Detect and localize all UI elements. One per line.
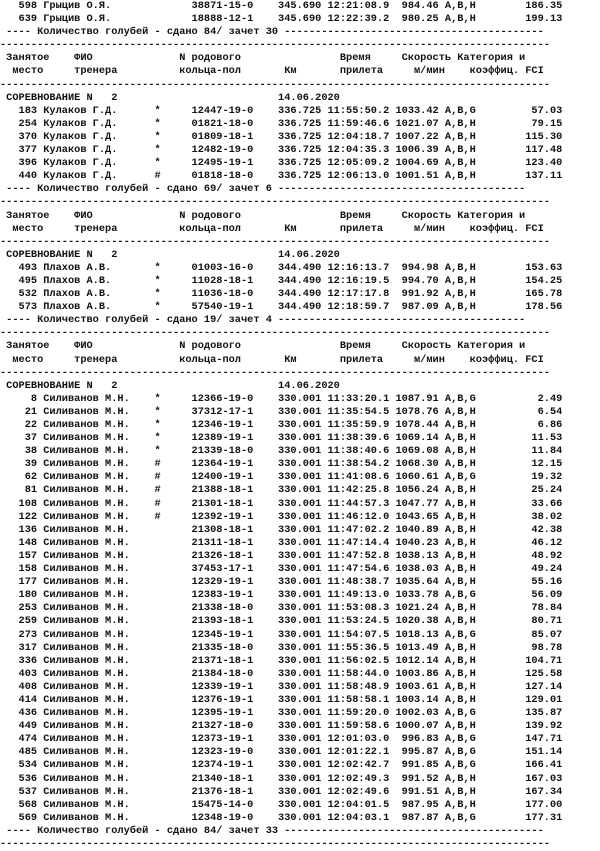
result-row: 253 Силиванов М.Н. 21338-18-0 330.001 11:53:08.3 1021.24 А,В,Н 78.84	[0, 602, 563, 615]
result-row: 377 Кулаков Г.Д. * 12482-19-0 336.725 12:04:35.3 1006.39 А,В,Н 117.48	[0, 144, 563, 157]
result-row: 158 Силиванов М.Н. 37453-17-1 330.001 11:47:54.6 1038.03 А,В,Н 49.24	[0, 563, 563, 576]
separator: -----------------------------------------------------------------------------------------	[0, 838, 550, 850]
result-row: 414 Силиванов М.Н. 12376-19-1 330.001 11:58:58.1 1003.14 А,В,Н 129.01	[0, 693, 563, 706]
separator: -----------------------------------------------------------------------------------------	[0, 366, 550, 379]
result-row: 639 Грыцив О.Я. 18888-12-1 345.690 12:22:39.2 980.25 А,В,Н 199.13	[0, 13, 563, 26]
result-row: 38 Силиванов М.Н. * 21339-18-0 330.001 11:38:40.6 1069.08 А,В,Н 11.84	[0, 445, 563, 458]
result-row: 598 Грыцив О.Я. 38871-15-0 345.690 12:21:08.9 984.46 А,В,Н 186.35	[0, 0, 563, 12]
section-summary: ---- Количество голубей - сдано 84/ зачет 30 ------------------------------------------	[0, 26, 544, 39]
section-summary: ---- Количество голубей - сдано 84/ зачет 33 ------------------------------------------	[0, 824, 544, 837]
result-row: 81 Силиванов М.Н. # 21388-18-1 330.001 11:42:25.8 1056.24 А,В,Н 25.24	[0, 484, 563, 497]
result-row: 537 Силиванов М.Н. 21376-18-1 330.001 12:02:49.6 991.51 А,В,Н 167.34	[0, 785, 563, 798]
result-row: 408 Силиванов М.Н. 12339-19-1 330.001 11:58:48.9 1003.61 А,В,Н 127.14	[0, 680, 563, 693]
separator: -----------------------------------------------------------------------------------------	[0, 235, 550, 248]
column-header: Занятое ФИО N родового Время Скорость Категория и	[0, 52, 526, 65]
column-header: Занятое ФИО N родового Время Скорость Категория и	[0, 209, 526, 222]
separator: -----------------------------------------------------------------------------------------	[0, 196, 550, 209]
result-row: 474 Силиванов М.Н. 12373-19-1 330.001 12:01:03.0 996.83 А,В,G 147.71	[0, 733, 563, 746]
result-row: 534 Силиванов М.Н. 12374-19-1 330.001 12:02:42.7 991.85 А,В,G 166.41	[0, 759, 563, 772]
result-row: 180 Силиванов М.Н. 12383-19-1 330.001 11:49:13.0 1033.78 А,В,G 56.09	[0, 589, 563, 602]
result-row: 21 Силиванов М.Н. * 37312-17-1 330.001 11:35:54.5 1078.76 А,В,Н 6.54	[0, 405, 563, 418]
result-row: 177 Силиванов М.Н. 12329-19-1 330.001 11:48:38.7 1035.64 А,В,Н 55.16	[0, 576, 563, 589]
result-row: 122 Силиванов М.Н. # 12392-19-1 330.001 11:46:12.0 1043.65 А,В,Н 38.02	[0, 510, 563, 523]
competition-heading: СОРЕВНОВАНИЕ N 2 14.06.2020	[0, 91, 340, 104]
result-row: 485 Силиванов М.Н. 12323-19-0 330.001 12:01:22.1 995.87 А,В,G 151.14	[0, 746, 563, 759]
result-row: 449 Силиванов М.Н. 21327-18-0 330.001 11:59:58.6 1000.07 А,В,Н 139.92	[0, 720, 563, 733]
result-row: 8 Силиванов М.Н. * 12366-19-0 330.001 11:33:20.1 1087.91 А,В,G 2.49	[0, 392, 563, 405]
result-row: 396 Кулаков Г.Д. * 12495-19-1 336.725 12:05:09.2 1004.69 А,В,Н 123.40	[0, 157, 563, 170]
result-row: 436 Силиванов М.Н. 12395-19-1 330.001 11:59:20.0 1002.03 А,В,G 135.87	[0, 707, 563, 720]
column-header: место тренера кольца-пол Км прилета м/мин коэффиц. FCI	[0, 65, 544, 78]
result-row: 108 Силиванов М.Н. # 21301-18-1 330.001 11:44:57.3 1047.77 А,В,Н 33.66	[0, 497, 563, 510]
result-row: 495 Плахов А.В. * 11028-18-1 344.490 12:16:19.5 994.70 А,В,Н 154.25	[0, 274, 563, 287]
result-row: 440 Кулаков Г.Д. # 01818-18-0 336.725 12:06:13.0 1001.51 А,В,Н 137.11	[0, 170, 563, 183]
section-summary: ---- Количество голубей - сдано 19/ зачет 4 ----------------------------------------	[0, 314, 526, 327]
result-row: 493 Плахов А.В. * 01003-16-0 344.490 12:16:13.7 994.98 А,В,Н 153.63	[0, 261, 563, 274]
column-header: место тренера кольца-пол Км прилета м/мин коэффиц. FCI	[0, 353, 544, 366]
separator: -----------------------------------------------------------------------------------------	[0, 39, 550, 52]
result-row: 259 Силиванов М.Н. 21393-18-1 330.001 11:53:24.5 1020.38 А,В,Н 80.71	[0, 615, 563, 628]
section-summary: ---- Количество голубей - сдано 69/ зачет 6 ----------------------------------------	[0, 183, 526, 196]
result-row: 183 Кулаков Г.Д. * 12447-19-0 336.725 11:55:50.2 1033.42 А,В,G 57.03	[0, 104, 563, 117]
result-row: 273 Силиванов М.Н. 12345-19-1 330.001 11:54:07.5 1018.13 А,В,G 85.07	[0, 628, 563, 641]
competition-heading: СОРЕВНОВАНИЕ N 2 14.06.2020	[0, 248, 340, 261]
result-row: 536 Силиванов М.Н. 21340-18-1 330.001 12:02:49.3 991.52 А,В,Н 167.03	[0, 772, 563, 785]
result-row: 254 Кулаков Г.Д. * 01821-18-0 336.725 11:59:46.6 1021.07 А,В,Н 79.15	[0, 117, 563, 130]
result-row: 37 Силиванов М.Н. * 12389-19-1 330.001 11:38:39.6 1069.14 А,В,Н 11.53	[0, 432, 563, 445]
result-row: 148 Силиванов М.Н. 21311-18-1 330.001 11:47:14.4 1040.23 А,В,Н 46.12	[0, 536, 563, 549]
column-header: место тренера кольца-пол Км прилета м/мин коэффиц. FCI	[0, 222, 544, 235]
result-row: 336 Силиванов М.Н. 21371-18-1 330.001 11:56:02.5 1012.14 А,В,Н 104.71	[0, 654, 563, 667]
result-row: 370 Кулаков Г.Д. * 01809-18-1 336.725 12:04:18.7 1007.22 А,В,Н 115.30	[0, 130, 563, 143]
result-row: 22 Силиванов М.Н. * 12346-19-1 330.001 11:35:59.9 1078.44 А,В,Н 6.86	[0, 419, 563, 431]
result-row: 569 Силиванов М.Н. 12348-19-0 330.001 12:04:03.1 987.87 А,В,G 177.31	[0, 811, 563, 824]
separator: -----------------------------------------------------------------------------------------	[0, 78, 550, 91]
column-header: Занятое ФИО N родового Время Скорость Категория и	[0, 340, 526, 353]
result-row: 317 Силиванов М.Н. 21335-18-0 330.001 11:55:36.5 1013.49 А,В,Н 98.78	[0, 641, 563, 654]
result-row: 568 Силиванов М.Н. 15475-14-0 330.001 12:04:01.5 987.95 А,В,Н 177.00	[0, 798, 563, 811]
result-row: 573 Плахов А.В. * 57540-19-1 344.490 12:18:59.7 987.09 А,В,Н 178.56	[0, 301, 563, 314]
result-row: 39 Силиванов М.Н. # 12364-19-1 330.001 11:38:54.2 1068.30 А,В,Н 12.15	[0, 458, 563, 471]
result-row: 136 Силиванов М.Н. 21308-18-1 330.001 11:47:02.2 1040.89 А,В,Н 42.38	[0, 523, 563, 536]
competition-heading: СОРЕВНОВАНИЕ N 2 14.06.2020	[0, 379, 340, 392]
result-row: 403 Силиванов М.Н. 21384-18-0 330.001 11:58:44.0 1003.86 А,В,Н 125.58	[0, 667, 563, 680]
separator: -----------------------------------------------------------------------------------------	[0, 327, 550, 340]
result-row: 532 Плахов А.В. * 11036-18-0 344.490 12:17:17.8 991.92 А,В,Н 165.78	[0, 288, 563, 301]
result-row: 62 Силиванов М.Н. # 12400-19-1 330.001 11:41:08.6 1060.61 А,В,G 19.32	[0, 471, 563, 484]
result-row: 157 Силиванов М.Н. 21326-18-1 330.001 11:47:52.8 1038.13 А,В,Н 48.92	[0, 549, 563, 562]
